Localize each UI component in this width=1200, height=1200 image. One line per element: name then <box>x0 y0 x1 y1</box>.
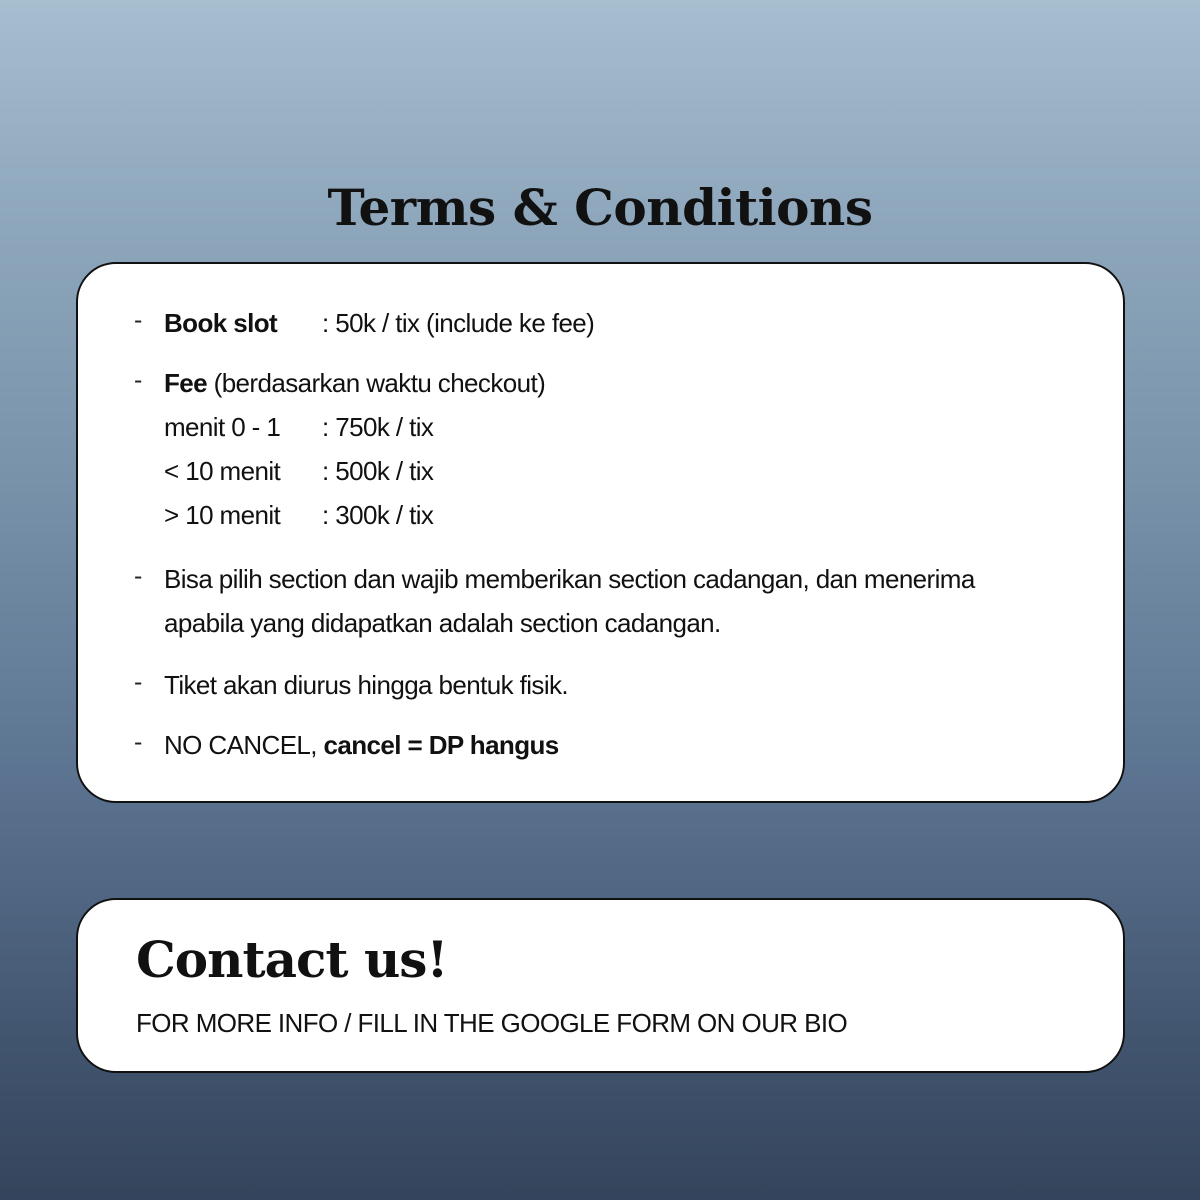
contact-subtitle: FOR MORE INFO / FILL IN THE GOOGLE FORM ON OUR BIO <box>136 1008 848 1038</box>
cancel-bold: cancel = DP hangus <box>323 730 559 760</box>
terms-card <box>76 262 1125 803</box>
term-book-slot <box>164 308 594 339</box>
fee-row-value: : 300k / tix <box>322 500 434 530</box>
fee-row-key: > 10 menit <box>164 500 281 530</box>
term-ticket: Tiket akan diurus hingga bentuk fisik. <box>164 670 569 700</box>
bullet-dash: - <box>134 728 143 756</box>
term-fee <box>164 368 545 399</box>
fee-row-value: : 500k / tix <box>322 456 434 486</box>
term-cancel <box>164 730 559 761</box>
fee-note: (berdasarkan waktu checkout) <box>207 368 546 398</box>
book-slot-value: : 50k / tix (include ke fee) <box>322 308 595 338</box>
bullet-dash: - <box>134 668 143 696</box>
book-slot-label: Book slot <box>164 308 278 338</box>
fee-row <box>164 412 433 443</box>
contact-card <box>76 898 1125 1073</box>
term-section-line-1: Bisa pilih section dan wajib memberikan section cadangan, dan menerima <box>164 564 975 594</box>
fee-label: Fee <box>164 368 208 398</box>
fee-row-key: menit 0 - 1 <box>164 412 281 442</box>
fee-row <box>164 500 433 531</box>
page-title: Terms & Conditions <box>327 178 873 237</box>
fee-row-value: : 750k / tix <box>322 412 434 442</box>
bullet-dash: - <box>134 562 143 590</box>
contact-title: Contact us! <box>136 930 448 989</box>
cancel-prefix: NO CANCEL, <box>164 730 324 760</box>
bullet-dash: - <box>134 306 143 334</box>
fee-row-key: < 10 menit <box>164 456 281 486</box>
bullet-dash: - <box>134 366 143 394</box>
term-section-line-2: apabila yang didapatkan adalah section cadangan. <box>164 608 721 638</box>
fee-row <box>164 456 433 487</box>
